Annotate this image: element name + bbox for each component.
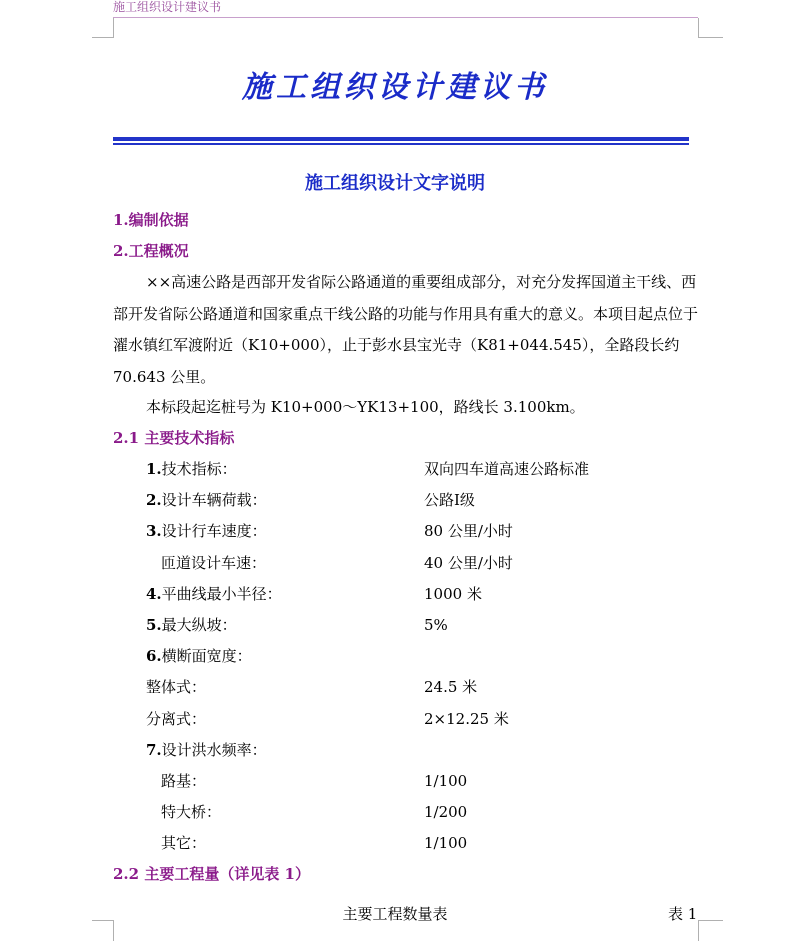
title-rule-thick (113, 137, 689, 141)
spec-label (146, 740, 267, 760)
crop-mark-top-left-h (92, 37, 113, 38)
spec-label-text: 设计行车速度： (161, 522, 267, 541)
section-paragraph: 本标段起迄桩号为 K10+000～YK13+100，路线长 3.100km。 (146, 398, 585, 416)
spec-label-text: 匝道设计车速： (161, 553, 267, 572)
spec-label (146, 709, 206, 729)
spec-label (146, 677, 206, 697)
spec-label (146, 459, 237, 479)
spec-label (146, 490, 267, 510)
spec-label-text: 横断面宽度： (161, 647, 252, 666)
spec-label-text: 路基： (161, 772, 207, 790)
spec-number: 3. (146, 522, 162, 541)
spec-label-text: 特大桥： (161, 803, 222, 822)
overview-paragraph: ××高速公路是西部开发省际公路通道的重要组成部分，对充分发挥国道主干线、西部开发省际公路通道和国家重点干线公路的功能与作用具有重大的意义。本项目起点位于濯水镇红军渡附近（K10+000），止于彭水县宝光寺（K81+044.545），全路段长约 70.643 公里。 (113, 273, 699, 386)
table-caption: 主要工程数量表 (342, 905, 448, 923)
spec-label-text: 技术指标： (161, 460, 237, 478)
document-title: 施工组织设计建议书 (242, 70, 548, 105)
heading-project-overview: 2.工程概况 (113, 242, 189, 260)
spec-label-text: 整体式： (146, 678, 207, 697)
spec-number: 1. (146, 460, 162, 478)
section-subtitle: 施工组织设计文字说明 (305, 173, 485, 194)
heading-main-quantities: 2.2 主要工程量（详见表 1） (113, 865, 310, 883)
spec-label (146, 615, 237, 635)
spec-value: 80 公里/小时 (424, 522, 513, 541)
spec-value: 2×12.25 米 (424, 709, 509, 728)
header-rule (113, 17, 698, 18)
spec-label (146, 521, 267, 541)
spec-label-text: 设计洪水频率： (161, 740, 267, 759)
spec-value: 5% (424, 616, 448, 634)
heading-technical-indicators: 2.1 主要技术指标 (113, 429, 235, 447)
running-header: 施工组织设计建议书 (113, 0, 222, 14)
spec-number: 4. (146, 584, 162, 603)
crop-mark-top-left (113, 18, 114, 38)
spec-value: 1000 米 (424, 584, 482, 603)
spec-value: 双向四车道高速公路标准 (424, 460, 590, 478)
spec-label-text: 平曲线最小半径： (161, 584, 282, 603)
spec-number: 6. (146, 647, 162, 666)
spec-label (146, 646, 252, 666)
spec-value: 1/100 (424, 834, 468, 853)
spec-label-text: 其它： (161, 834, 207, 853)
crop-mark-top-right (698, 18, 699, 38)
spec-number: 5. (146, 616, 162, 634)
spec-value: 公路Ⅰ级 (424, 491, 475, 510)
spec-label (161, 802, 221, 822)
spec-value: 24.5 米 (424, 678, 478, 697)
spec-label-text: 设计车辆荷载： (161, 491, 267, 510)
spec-number: 2. (146, 491, 162, 510)
spec-number: 7. (146, 740, 162, 759)
spec-value: 40 公里/小时 (424, 553, 513, 572)
title-rule-thin (113, 143, 689, 145)
spec-label-text: 分离式： (146, 709, 207, 728)
crop-mark-top-right-h (699, 37, 723, 38)
heading-compilation-basis: 1.编制依据 (113, 211, 189, 229)
spec-label (161, 771, 206, 791)
spec-value: 1/200 (424, 803, 468, 822)
spec-label (161, 553, 266, 573)
spec-value: 1/100 (424, 772, 468, 790)
spec-label (161, 833, 206, 853)
spec-label-text: 最大纵坡： (161, 616, 237, 634)
table-number: 表 1 (668, 905, 698, 923)
spec-label (146, 584, 282, 604)
